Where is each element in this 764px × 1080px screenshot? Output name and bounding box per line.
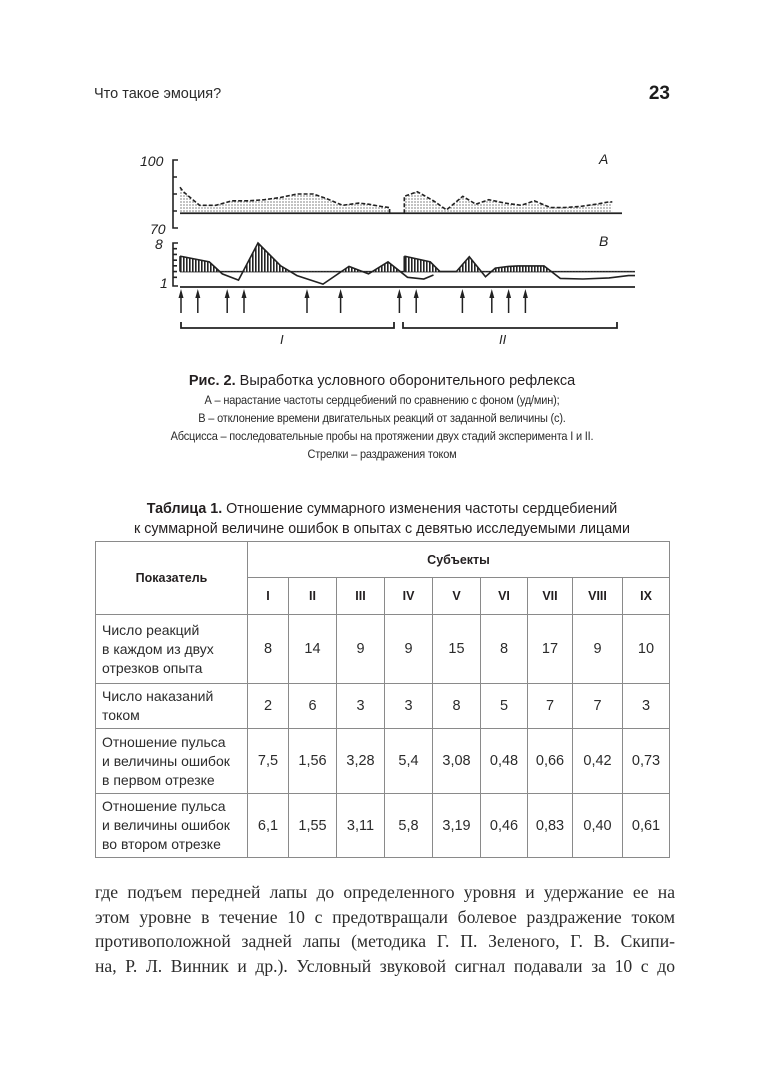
body-paragraph [95,880,675,978]
row-label-line: Отношение пульса [102,798,226,814]
table-cell: 0,46 [481,794,528,858]
arrow-head [225,289,230,298]
panel-a-label: A [599,151,609,167]
arrow-head [523,289,528,298]
body-line-3: противоположной задней лапы (методика Г. П. Зеленого, Г. В. Скипи- [95,931,675,951]
table-cell: 5,8 [385,794,433,858]
panel-b-line-1 [180,243,434,284]
panel-b-reaction-deviation [180,243,635,287]
table-cell: 17 [528,615,573,684]
table-cell: 8 [481,615,528,684]
figure-label: Рис. 2. [188,373,236,389]
panel-a-ytick-bottom: 70 [150,221,166,237]
figure-caption [0,371,764,463]
figure-legend-arrows: Стрелки – раздражения током [307,447,457,461]
row-label-line: током [102,707,140,723]
figure-legend-abscissa: Абсцисса – последовательные пробы на протяжении двух стадий эксперимента I и II. [170,429,594,443]
subject-header: II [289,578,337,615]
table-cell: 7,5 [248,729,289,794]
subject-header: VI [481,578,528,615]
arrow-head [460,289,465,298]
table-cell: 5 [481,684,528,729]
table-cell: 0,73 [623,729,670,794]
arrow-head [305,289,310,298]
page-number: 23 [648,83,670,104]
arrow-head [414,289,419,298]
table-cell: 3 [385,684,433,729]
table-row [96,615,670,684]
table-cell: 0,61 [623,794,670,858]
header-subjects: Субъекты [248,542,670,578]
panel-b-hatched-area-1 [180,243,434,284]
panel-a-axis [173,160,178,228]
table-cell: 9 [337,615,385,684]
table-cell: 10 [623,615,670,684]
arrow-head [338,289,343,298]
header-indicator: Показатель [96,542,248,615]
subject-header: IV [385,578,433,615]
panel-b-label: B [599,233,609,249]
table-cell: 3,11 [337,794,385,858]
subject-header: VIII [573,578,623,615]
stage-ii-bracket [403,322,617,328]
table-cell: 9 [385,615,433,684]
table-cell: 6,1 [248,794,289,858]
row-label-line: во втором отрезке [102,836,221,852]
table-cell: 2 [248,684,289,729]
arrow-head [242,289,247,298]
stage-brackets [181,322,617,328]
figure-legend-a: А – нарастание частоты сердцебиений по сравнению с фоном (уд/мин); [204,393,560,407]
table-cell: 14 [289,615,337,684]
figure-legend-b: В – отклонение времени двигательных реакций от заданной величины (с). [198,411,566,425]
subject-header: V [433,578,481,615]
table-cell: 3 [337,684,385,729]
row-label-line: отрезков опыта [102,659,203,676]
table-cell: 9 [573,615,623,684]
row-label [96,729,248,794]
table-caption-line1: Отношение суммарного изменения частоты сердцебиений [226,501,618,517]
table-caption [0,499,764,539]
table-cell: 8 [248,615,289,684]
arrow-head [489,289,494,298]
table-row [96,684,670,729]
panel-a-y-axis [173,160,178,228]
figure-title-text: Выработка условного оборонительного рефлекса [239,373,576,389]
stage-i-bracket [181,322,394,328]
panel-b-ytick-top: 8 [155,236,163,252]
panel-b-hatched-area-2 [404,256,635,279]
arrow-head [506,289,511,298]
row-label-line: Число реакций [102,621,200,638]
table-cell: 7 [573,684,623,729]
table-cell: 6 [289,684,337,729]
row-label [96,794,248,858]
table-row [96,794,670,858]
arrow-head [397,289,402,298]
row-label-line: в каждом из двух [102,640,214,657]
table-cell: 1,55 [289,794,337,858]
subject-header: III [337,578,385,615]
subject-header: IX [623,578,670,615]
running-title: Что такое эмоция? [94,86,222,102]
subject-header: VII [528,578,573,615]
row-label-line: и величины ошибок [102,752,230,769]
panel-b-ytick-bottom: 1 [160,275,168,291]
table-caption-line2: к суммарной величине ошибок в опытах с девятью исследуемыми лицами [134,521,630,537]
table-cell: 3 [623,684,670,729]
table-cell: 0,48 [481,729,528,794]
body-line-2: этом уровне в течение 10 с предотвращали болевое раздражение током [95,906,675,927]
table-cell: 0,40 [573,794,623,858]
panel-a-area-1 [180,187,390,213]
table-cell: 1,56 [289,729,337,794]
table-cell: 8 [433,684,481,729]
table-cell: 0,42 [573,729,623,794]
table-cell: 3,19 [433,794,481,858]
table-row [96,729,670,794]
table-cell: 7 [528,684,573,729]
stage-i-label: I [280,332,284,347]
table-cell: 3,08 [433,729,481,794]
row-label-line: Отношение пульса [102,733,226,750]
figure-title [0,371,764,391]
current-stimulation-arrows [179,289,528,313]
panel-b-y-axis [173,243,178,286]
panel-a-ytick-top: 100 [140,153,164,169]
arrow-head [179,289,184,298]
subject-header: I [248,578,289,615]
table-cell: 3,28 [337,729,385,794]
table-cell: 0,66 [528,729,573,794]
row-label-line: в первом отрезке [102,771,215,788]
data-table [95,541,670,858]
table-label: Таблица 1. [146,501,223,517]
panel-b-axis [173,243,178,286]
figure-2-chart [0,0,764,360]
table-cell: 0,83 [528,794,573,858]
table-cell: 15 [433,615,481,684]
stage-ii-label: II [499,332,507,347]
row-label-line: Число наказаний [102,688,214,704]
row-label-line: и величины ошибок [102,817,230,833]
body-line-4: на, Р. Л. Винник и др.). Условный звуковой сигнал подавали за 10 с до [95,955,675,976]
row-label [96,684,248,729]
arrow-head [195,289,200,298]
panel-a-heart-rate [180,187,622,213]
row-label [96,615,248,684]
body-line-1: где подъем передней лапы до определенного уровня и удержание ее на [95,882,675,902]
table-cell: 5,4 [385,729,433,794]
